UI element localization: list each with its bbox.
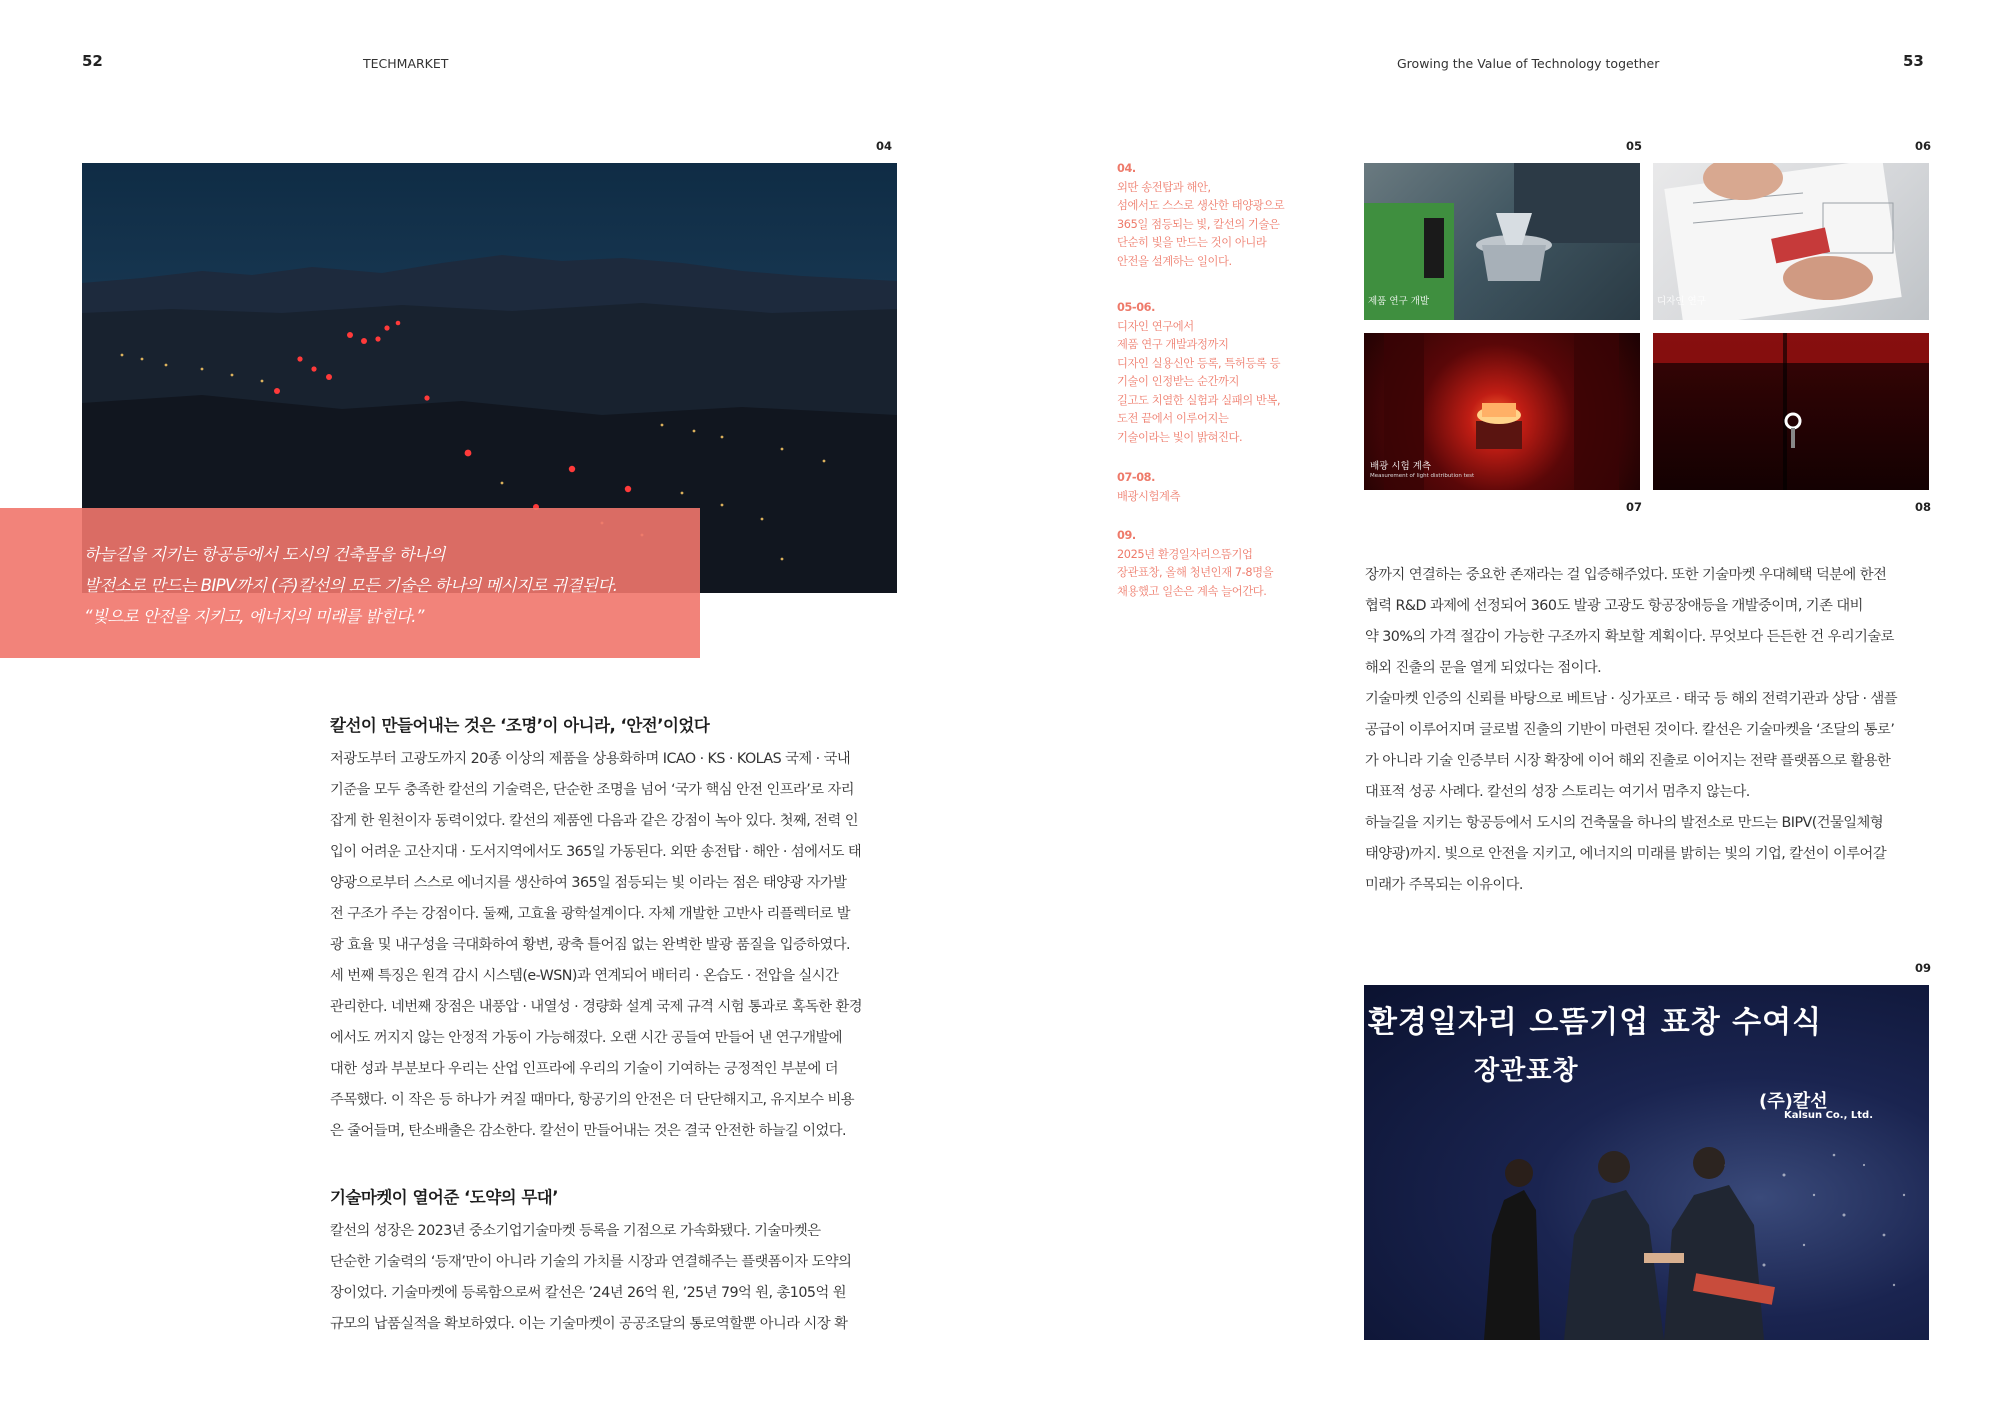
product-rnd-photo xyxy=(1364,163,1640,320)
caption-05-06 xyxy=(1117,299,1280,447)
body-line: 입이 어려운 고산지대 · 도서지역에서도 365일 가동된다. 외딴 송전탑 · 해안 · 섬에서도 태 xyxy=(330,844,862,860)
image-number-07: 07 xyxy=(1626,500,1643,514)
body-line: 하늘길을 지키는 항공등에서 도시의 건축물을 하나의 발전소로 만드는 BIPV(건물일체형 xyxy=(1365,815,1884,831)
caption-line: 도전 끝에서 이루어지는 xyxy=(1117,412,1229,425)
left-header-title: TECHMARKET xyxy=(363,56,449,71)
right-page-number: 53 xyxy=(1903,52,1924,70)
company-logo-en: Kalsun Co., Ltd. xyxy=(1784,1110,1873,1121)
body-line: 주목했다. 이 작은 등 하나가 켜질 때마다, 항공기의 안전은 더 단단해지고, 유지보수 비용 xyxy=(330,1092,855,1108)
left-page-number: 52 xyxy=(82,52,103,70)
caption-number: 05-06. xyxy=(1117,301,1156,314)
body-line: 규모의 납품실적을 확보하였다. 이는 기술마켓이 공공조달의 통로역할뿐 아니라 시장 확 xyxy=(330,1316,848,1332)
section3-body xyxy=(1365,560,1897,901)
caption-number: 07-08. xyxy=(1117,471,1156,484)
body-line: 은 줄어들며, 탄소배출은 감소한다. 칼선이 만들어내는 것은 결국 안전한 하늘길 이었다. xyxy=(330,1123,847,1139)
body-line: 태양광)까지. 빛으로 안전을 지키고, 에너지의 미래를 밝히는 빛의 기업, 칼선이 이루어갈 xyxy=(1365,846,1887,862)
image-number-05: 05 xyxy=(1626,139,1643,153)
body-line: 관리한다. 네번째 장점은 내풍압 · 내열성 · 경량화 설계 국제 규격 시험 통과로 혹독한 환경 xyxy=(330,999,863,1015)
image-number-06: 06 xyxy=(1915,139,1932,153)
body-line: 세 번째 특징은 원격 감시 시스템(e-WSN)과 연계되어 배터리 · 온습도 · 전압을 실시간 xyxy=(330,968,839,984)
caption-line: 디자인 실용신안 등록, 특허등록 등 xyxy=(1117,356,1281,370)
caption-07-08 xyxy=(1117,469,1180,506)
body-line: 양광으로부터 스스로 에너지를 생산하여 365일 점등되는 빛 이라는 점은 태양광 자가발 xyxy=(330,875,847,891)
body-line: 협력 R&D 과제에 선정되어 360도 발광 고광도 항공장애등을 개발중이며, 기존 대비 xyxy=(1365,598,1863,614)
award-ceremony-photo xyxy=(1364,985,1929,1340)
caption-04 xyxy=(1117,160,1284,271)
image-number-08: 08 xyxy=(1915,500,1932,514)
body-line: 장이었다. 기술마켓에 등록함으로써 칼선은 ’24년 26억 원, ’25년 79억 원, 총105억 원 xyxy=(330,1285,846,1301)
section1-heading: 칼선이 만들어내는 것은 ‘조명’이 아니라, ‘안전’이었다 xyxy=(330,716,710,735)
caption-line: 길고도 치열한 실험과 실패의 반복, xyxy=(1117,393,1281,407)
body-line: 기술마켓 인증의 신뢰를 바탕으로 베트남 · 싱가포르 · 태국 등 해외 전력기관과 상담 · 샘플 xyxy=(1365,691,1898,707)
caption-line: 2025년 환경일자리으뜸기업 xyxy=(1117,547,1253,561)
quote-callout-box xyxy=(0,508,700,658)
caption-line: 365일 점등되는 빛, 칼선의 기술은 xyxy=(1117,217,1280,231)
caption-line: 디자인 연구에서 xyxy=(1117,319,1194,333)
callout-line: 하늘길을 지키는 항공등에서 도시의 건축물을 하나의 xyxy=(84,545,445,564)
callout-line: 발전소로 만드는 BIPV까지 (주)칼선의 모든 기술은 하나의 메시지로 귀결된다. xyxy=(84,576,618,595)
body-line: 약 30%의 가격 절감이 가능한 구조까지 확보할 계획이다. 무엇보다 든든한 건 우리기술로 xyxy=(1365,629,1894,645)
body-line: 저광도부터 고광도까지 20종 이상의 제품을 상용화하며 ICAO · KS · KOLAS 국제 · 국내 xyxy=(330,751,851,767)
caption-line: 안전을 설계하는 일이다. xyxy=(1117,254,1232,268)
callout-line: “빛으로 안전을 지키고, 에너지의 미래를 밝힌다.” xyxy=(84,607,424,626)
body-line: 가 아니라 기술 인증부터 시장 확장에 이어 해외 진출로 이어지는 전략 플랫폼으로 활용한 xyxy=(1365,753,1891,769)
company-logo-text: (주)칼선 xyxy=(1759,1091,1828,1112)
body-line: 미래가 주목되는 이유이다. xyxy=(1365,877,1523,893)
caption-line: 배광시험계측 xyxy=(1117,489,1181,503)
caption-09 xyxy=(1117,527,1273,601)
photo-tag: 제품 연구 개발 xyxy=(1368,296,1430,307)
body-line: 광 효율 및 내구성을 극대화하여 황변, 광축 틀어짐 없는 완벽한 발광 품질을 입증하였다. xyxy=(330,937,851,953)
photo-tag-sub: Measurement of light distribution test xyxy=(1370,473,1475,479)
image-number-09: 09 xyxy=(1915,961,1932,975)
image-number-04: 04 xyxy=(876,139,893,153)
caption-number: 04. xyxy=(1117,162,1136,175)
section1-body xyxy=(330,744,862,1147)
body-line: 잡게 한 원천이자 동력이었다. 칼선의 제품엔 다음과 같은 강점이 녹아 있다. 첫째, 전력 인 xyxy=(330,813,859,829)
body-line: 전 구조가 주는 강점이다. 둘째, 고효율 광학설계이다. 자체 개발한 고반사 리플렉터로 발 xyxy=(330,906,851,922)
caption-line: 장관표창, 올해 청년인재 7-8명을 xyxy=(1117,566,1274,579)
body-line: 해외 진출의 문을 열게 되었다는 점이다. xyxy=(1365,660,1602,676)
photo-tag: 배광 시험 계측 xyxy=(1370,461,1432,472)
design-research-photo xyxy=(1653,163,1929,320)
caption-line: 기술이 인정받는 순간까지 xyxy=(1117,375,1240,388)
caption-line: 채용했고 일손은 계속 늘어간다. xyxy=(1117,584,1267,598)
photo-tag: 디자인 연구 xyxy=(1657,296,1706,307)
body-line: 공급이 이루어지며 글로벌 진출의 기반이 마련된 것이다. 칼선은 기술마켓을 ‘조달의 통로’ xyxy=(1365,722,1895,738)
body-line: 장까지 연결하는 중요한 존재라는 걸 입증해주었다. 또한 기술마켓 우대혜택 덕분에 한전 xyxy=(1365,567,1887,583)
body-line: 칼선의 성장은 2023년 중소기업기술마켓 등록을 기점으로 가속화됐다. 기술마켓은 xyxy=(330,1223,821,1239)
body-line: 에서도 꺼지지 않는 안정적 가동이 가능해졌다. 오랜 시간 공들여 만들어 낸 연구개발에 xyxy=(330,1030,843,1046)
body-line: 기준을 모두 충족한 칼선의 기술력은, 단순한 조명을 넘어 ‘국가 핵심 안전 인프라’로 자리 xyxy=(330,782,855,798)
ceremony-sub-text: 장관표창 xyxy=(1474,1056,1579,1086)
body-line: 대한 성과 부분보다 우리는 산업 인프라에 우리의 기술이 기여하는 긍정적인 부분에 더 xyxy=(330,1061,839,1077)
light-measurement-photo-red xyxy=(1364,333,1640,490)
caption-line: 섬에서도 스스로 생산한 태양광으로 xyxy=(1117,199,1285,212)
section2-body xyxy=(330,1216,851,1340)
body-line: 단순한 기술력의 ‘등재’만이 아니라 기술의 가치를 시장과 연결해주는 플랫폼이자 도약의 xyxy=(330,1254,852,1270)
section2-heading: 기술마켓이 열어준 ‘도약의 무대’ xyxy=(330,1188,558,1207)
body-line: 대표적 성공 사례다. 칼선의 성장 스토리는 여기서 멈추지 않는다. xyxy=(1365,784,1750,800)
caption-line: 기술이라는 빛이 밝혀진다. xyxy=(1117,430,1243,444)
caption-line: 외딴 송전탑과 해안, xyxy=(1117,180,1211,194)
ceremony-banner-text: 환경일자리 으뜸기업 표창 수여식 xyxy=(1368,1005,1823,1040)
caption-number: 09. xyxy=(1117,529,1136,542)
caption-line: 단순히 빛을 만드는 것이 아니라 xyxy=(1117,236,1267,249)
right-header-title: Growing the Value of Technology together xyxy=(1397,56,1660,71)
light-measurement-photo-dark xyxy=(1653,333,1929,490)
caption-line: 제품 연구 개발과정까지 xyxy=(1117,338,1229,351)
